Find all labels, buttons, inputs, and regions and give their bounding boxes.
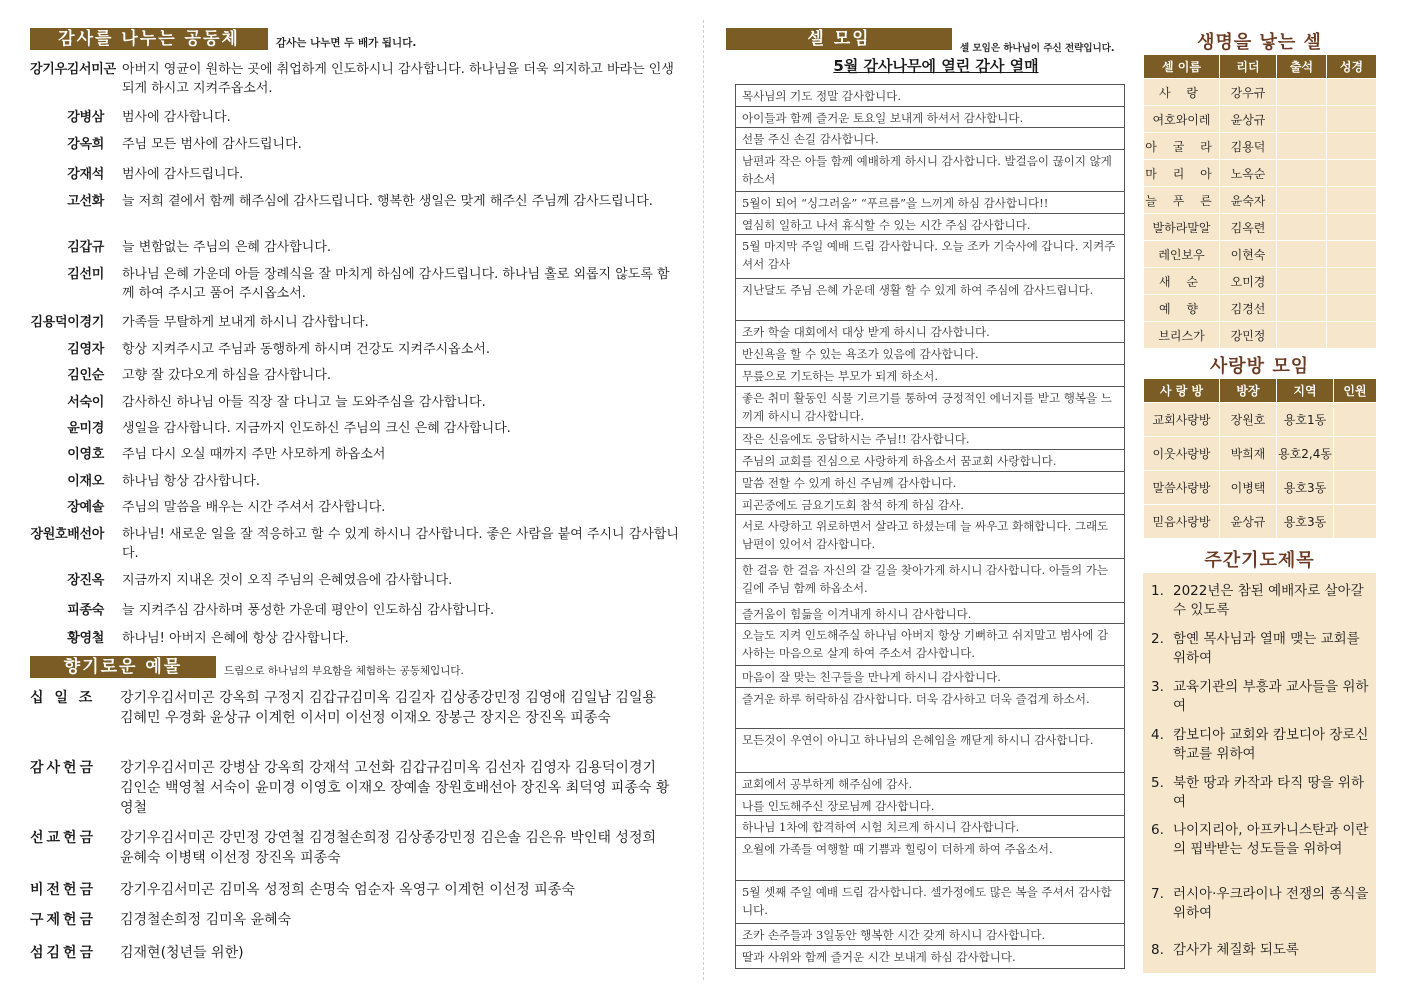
thanks-name: 강기우김서미곤 — [30, 62, 116, 77]
thanks-entry — [30, 265, 690, 303]
thanks-text: 하나님 항상 감사합니다. — [122, 474, 260, 489]
offering-names: 김재현(청년들 위한) — [120, 945, 244, 961]
life-cell-row — [1144, 295, 1377, 322]
offering-names: 강기우김서미곤 강옥희 구정지 김갑규김미옥 김길자 김상종강민정 김영애 김일남 김일용 김혜민 우경화 윤상규 이계헌 이서미 이선정 이재오 장봉근 장지은 장진옥 피종숙 — [120, 690, 656, 726]
thanks-entry — [30, 366, 690, 385]
cell-thanks-item: 하나님 1차에 합격하여 시험 치르게 하시니 감사합니다. — [735, 816, 1125, 838]
thanks-text: 늘 저희 곁에서 함께 해주심에 감사드립니다. 행복한 생일은 맞게 해주신 주님께 감사드립니다. — [122, 194, 653, 209]
cell-thanks-item: 5월 셋째 주일 예배 드림 감사합니다. 셀가정에도 많은 복을 주셔서 감사합니다. — [735, 881, 1125, 924]
thanks-text: 가족들 무탈하게 보내게 하시니 감사합니다. — [122, 315, 369, 330]
love-room-area: 용호3동 — [1277, 505, 1334, 539]
life-cell-attendance — [1277, 160, 1327, 187]
life-cell-name: 레인보우 — [1144, 241, 1220, 268]
thanks-text: 늘 지켜주심 감사하며 풍성한 가운데 평안이 인도하심 감사합니다. — [122, 603, 495, 618]
life-cell-attendance — [1277, 268, 1327, 295]
life-cell-name: 새 순 — [1144, 268, 1220, 295]
life-cell-row — [1144, 187, 1377, 214]
life-cell-attendance — [1277, 214, 1327, 241]
life-cell-bible — [1327, 79, 1377, 106]
love-room-host: 이병택 — [1220, 471, 1277, 505]
life-cell-title: 생명을 낳는 셀 — [1197, 32, 1322, 53]
life-cell-attendance — [1277, 79, 1327, 106]
offering-names: 강기우김서미곤 김미옥 성정희 손명숙 엄순자 옥영구 이계헌 이선정 피종숙 — [120, 882, 575, 898]
thanks-name: 김갑규 — [67, 240, 104, 255]
thanks-entry — [30, 498, 690, 517]
thanks-subtitle: 감사는 나누면 두 배가 됩니다. — [276, 37, 417, 49]
love-room-area: 용호1동 — [1277, 403, 1334, 437]
love-room-host: 장원호 — [1220, 403, 1277, 437]
cell-thanks-item: 반신욕을 할 수 있는 욕조가 있음에 감사합니다. — [735, 343, 1125, 365]
offering-row — [30, 828, 690, 868]
prayer-number: 3. — [1151, 679, 1164, 695]
thanks-name: 이재오 — [67, 474, 104, 489]
life-cell-table — [1143, 54, 1377, 349]
life-cell-name: 아 굴 라 — [1144, 133, 1220, 160]
thanks-text: 하나님! 아버지 은혜에 항상 감사합니다. — [122, 631, 349, 646]
cell-thanks-item: 나를 인도해주신 장로님께 감사합니다. — [735, 795, 1125, 816]
life-cell-bible — [1327, 241, 1377, 268]
prayer-item — [1151, 941, 1371, 960]
cell-thanks-item: 5월 마지막 주일 예배 드림 감사합니다. 오늘 조카 기숙사에 갑니다. 지켜주셔서 감사 — [735, 235, 1125, 279]
life-cell-name: 사 랑 — [1144, 79, 1220, 106]
thanks-name: 피종숙 — [67, 603, 104, 618]
thanks-name: 서숙이 — [67, 395, 104, 410]
life-cell-attendance — [1277, 241, 1327, 268]
life-cell-bible — [1327, 268, 1377, 295]
offering-row — [30, 758, 690, 818]
cell-thanks-item: 목사님의 기도 정말 감사합니다. — [735, 85, 1125, 107]
cell-thanks-item: 마음이 잘 맞는 친구들을 만나게 하시니 감사합니다. — [735, 666, 1125, 688]
offering-row — [30, 910, 690, 930]
life-cell-name: 마 리 아 — [1144, 160, 1220, 187]
life-cell-bible — [1327, 160, 1377, 187]
thanks-entry — [30, 135, 690, 154]
love-room-area: 용호2,4동 — [1277, 437, 1334, 471]
thanks-entry — [30, 108, 690, 127]
thanks-name: 윤미경 — [67, 421, 104, 436]
prayer-text: 함옌 목사님과 열매 맺는 교회를 위하여 — [1173, 631, 1360, 666]
cell-list-title: 5월 감사나무에 열린 감사 열매 — [833, 57, 1039, 75]
life-cell-header: 리더 — [1220, 55, 1277, 79]
cell-thanks-item: 오늘도 지켜 인도해주실 하나님 아버지 항상 기뻐하고 쉬지말고 범사에 감사하는 마음으로 살게 하여 주소서 감사합니다. — [735, 624, 1125, 666]
offering-label: 구제헌금 — [30, 912, 97, 928]
love-room-table — [1143, 378, 1377, 539]
life-cell-bible — [1327, 187, 1377, 214]
thanks-name: 김용덕이경기 — [30, 315, 104, 330]
cell-thanks-item: 서로 사랑하고 위로하면서 살라고 하셨는데 늘 싸우고 화해합니다. 그래도 남편이 있어서 감사합니다. — [735, 515, 1125, 559]
cell-thanks-item: 교회에서 공부하게 해주심에 감사. — [735, 773, 1125, 795]
thanks-text: 범사에 감사합니다. — [122, 110, 231, 125]
cell-thanks-item: 한 걸음 한 걸음 자신의 갈 길을 찾아가게 하시니 감사합니다. 아들의 가는 길에 주님 함께 하옵소서. — [735, 559, 1125, 603]
life-cell-row — [1144, 133, 1377, 160]
thanks-text: 고향 잘 갔다오게 하심을 감사합니다. — [122, 368, 332, 383]
love-room-host: 윤상규 — [1220, 505, 1277, 539]
thanks-entry — [30, 525, 690, 563]
life-cell-name: 브리스가 — [1144, 322, 1220, 349]
prayer-number: 1. — [1151, 583, 1164, 599]
life-cell-row — [1144, 106, 1377, 133]
thanks-name: 강병삼 — [67, 110, 104, 125]
thanks-entry — [30, 192, 690, 211]
life-cell-leader: 김용덕 — [1220, 133, 1277, 160]
life-cell-row — [1144, 160, 1377, 187]
cell-subtitle: 셀 모임은 하나님이 주신 전략입니다. — [960, 43, 1115, 54]
thanks-entry — [30, 165, 690, 184]
offering-label: 선교헌금 — [30, 830, 97, 846]
prayer-item — [1151, 726, 1371, 764]
life-cell-leader: 이현숙 — [1220, 241, 1277, 268]
thanks-entry — [30, 445, 690, 464]
cell-thanks-item: 모든것이 우연이 아니고 하나님의 은혜임을 깨닫게 하시니 감사합니다. — [735, 729, 1125, 773]
cell-thanks-item: 즐거운 하루 허락하심 감사합니다. 더욱 감사하고 더욱 즐겁게 하소서. — [735, 688, 1125, 729]
life-cell-bible — [1327, 214, 1377, 241]
offering-header-bar — [30, 656, 216, 678]
offering-names: 김경철손희정 김미옥 윤혜숙 — [120, 912, 292, 928]
thanks-text: 지금까지 지내온 것이 오직 주님의 은혜였음에 감사합니다. — [122, 573, 453, 588]
offering-row — [30, 880, 690, 900]
thanks-entry — [30, 313, 690, 332]
thanks-name: 김인순 — [67, 368, 104, 383]
prayer-number: 5. — [1151, 775, 1164, 791]
thanks-text: 주님 다시 오실 때까지 주만 사모하게 하옵소서 — [122, 447, 386, 462]
thanks-entry — [30, 571, 690, 590]
offering-names: 강기우김서미곤 강병삼 강옥희 강재석 고선화 김갑규김미옥 김선자 김영자 김용덕이경기 김인순 백영철 서숙이 윤미경 이영호 이재오 장예솔 장원호배선아 장진옥 최덕영 피종숙 황영철 — [120, 760, 670, 816]
life-cell-leader: 오미경 — [1220, 268, 1277, 295]
life-cell-leader: 김옥련 — [1220, 214, 1277, 241]
life-cell-name: 늘 푸 른 — [1144, 187, 1220, 214]
cell-thanks-item: 아이들과 함께 즐거운 토요일 보내게 하셔서 감사합니다. — [735, 107, 1125, 128]
thanks-entry — [30, 472, 690, 491]
love-room-header: 방장 — [1220, 379, 1277, 403]
thanks-entry — [30, 419, 690, 438]
love-room-row — [1144, 505, 1377, 539]
prayer-text: 감사가 체질화 되도록 — [1173, 942, 1299, 958]
love-room-count — [1334, 437, 1377, 471]
life-cell-attendance — [1277, 322, 1327, 349]
prayer-item — [1151, 774, 1371, 812]
love-room-row — [1144, 403, 1377, 437]
prayer-number: 7. — [1151, 886, 1164, 902]
prayer-number: 6. — [1151, 822, 1164, 838]
love-room-title: 사랑방 모임 — [1209, 356, 1310, 377]
thanks-name: 장예솔 — [67, 500, 104, 515]
life-cell-leader: 노옥순 — [1220, 160, 1277, 187]
life-cell-row — [1144, 268, 1377, 295]
prayer-list — [1143, 573, 1376, 973]
life-cell-header: 출석 — [1277, 55, 1327, 79]
love-room-count — [1334, 403, 1377, 437]
love-room-area: 용호3동 — [1277, 471, 1334, 505]
offering-row — [30, 688, 690, 728]
thanks-header-bar — [30, 28, 268, 50]
love-room-count — [1334, 505, 1377, 539]
cell-title: 셀 모임 — [807, 29, 871, 49]
cell-thanks-item: 남편과 작은 아들 함께 예배하게 하시니 감사합니다. 발걸음이 끊이지 않게 하소서 — [735, 150, 1125, 192]
prayer-number: 2. — [1151, 631, 1164, 647]
cell-thanks-item: 무릎으로 기도하는 부모가 되게 하소서. — [735, 365, 1125, 387]
offering-label: 십 일 조 — [30, 690, 96, 706]
life-cell-leader: 윤숙자 — [1220, 187, 1277, 214]
life-cell-leader: 강민정 — [1220, 322, 1277, 349]
thanks-text: 주님 모든 범사에 감사드립니다. — [122, 137, 302, 152]
offering-names: 강기우김서미곤 강민정 강연철 김경철손희정 김상종강민정 김은솔 김은유 박인태 성정희 윤혜숙 이병택 이선정 장진옥 피종숙 — [120, 830, 656, 866]
love-room-host: 박희재 — [1220, 437, 1277, 471]
love-room-name: 교회사랑방 — [1144, 403, 1220, 437]
thanks-name: 강재석 — [67, 167, 104, 182]
cell-thanks-item: 5월이 되어 “싱그러움” “푸르름”을 느끼게 하심 감사합니다!! — [735, 192, 1125, 214]
cell-thanks-item: 조카 손주들과 3일동안 행복한 시간 갖게 하시니 감사합니다. — [735, 924, 1125, 946]
life-cell-header: 셀 이름 — [1144, 55, 1220, 79]
prayer-text: 캄보디아 교회와 캄보디아 장로신학교를 위하여 — [1173, 727, 1369, 762]
thanks-title: 감사를 나누는 공동체 — [58, 29, 240, 49]
life-cell-row — [1144, 79, 1377, 106]
love-room-name: 이웃사랑방 — [1144, 437, 1220, 471]
prayer-text: 2022년은 참된 예배자로 살아갈 수 있도록 — [1173, 583, 1364, 618]
thanks-text: 항상 지켜주시고 주님과 동행하게 하시며 건강도 지켜주시옵소서. — [122, 342, 490, 357]
thanks-text: 생일을 감사합니다. 지금까지 인도하신 주님의 크신 은혜 감사합니다. — [122, 421, 511, 436]
prayer-item — [1151, 821, 1371, 859]
prayer-item — [1151, 630, 1371, 668]
thanks-entry — [30, 60, 690, 98]
thanks-text: 하나님! 새로운 일을 잘 적응하고 할 수 있게 하시니 감사합니다. 좋은 사람을 붙여 주시니 감사합니다. — [122, 527, 679, 561]
prayer-number: 8. — [1151, 942, 1164, 958]
prayer-item — [1151, 582, 1371, 620]
cell-thanks-item: 조카 학술 대회에서 대상 받게 하시니 감사합니다. — [735, 321, 1125, 343]
thanks-entry — [30, 238, 690, 257]
love-room-header: 사 랑 방 — [1144, 379, 1220, 403]
prayer-title: 주간기도제목 — [1204, 550, 1315, 571]
life-cell-attendance — [1277, 295, 1327, 322]
thanks-text: 범사에 감사드립니다. — [122, 167, 244, 182]
thanks-name: 김선미 — [67, 267, 104, 282]
thanks-name: 황영철 — [67, 631, 104, 646]
cell-thanks-item: 오월에 가족들 여행할 때 기쁨과 힐링이 더하게 하여 주옵소서. — [735, 838, 1125, 881]
cell-thanks-item: 피곤중에도 금요기도회 참석 하게 하심 감사. — [735, 494, 1125, 515]
life-cell-leader: 강우규 — [1220, 79, 1277, 106]
thanks-name: 장원호배선아 — [30, 527, 104, 542]
offering-label: 섬김헌금 — [30, 945, 97, 961]
life-cell-attendance — [1277, 106, 1327, 133]
life-cell-name: 예 향 — [1144, 295, 1220, 322]
cell-thanks-item: 작은 신음에도 응답하시는 주님!! 감사합니다. — [735, 428, 1125, 450]
life-cell-bible — [1327, 133, 1377, 160]
thanks-name: 고선화 — [67, 194, 104, 209]
love-room-header: 지역 — [1277, 379, 1334, 403]
offering-row — [30, 943, 690, 963]
life-cell-row — [1144, 322, 1377, 349]
life-cell-name: 여호와이레 — [1144, 106, 1220, 133]
cell-thanks-item: 선물 주신 손길 감사합니다. — [735, 128, 1125, 150]
life-cell-leader: 윤상규 — [1220, 106, 1277, 133]
prayer-text: 러시아·우크라이나 전쟁의 종식을 위하여 — [1173, 886, 1369, 921]
love-room-header: 인원 — [1334, 379, 1377, 403]
love-room-count — [1334, 471, 1377, 505]
cell-thanks-item: 주님의 교회를 진심으로 사랑하게 하옵소서 꿈교회 사랑합니다. — [735, 450, 1125, 472]
life-cell-row — [1144, 214, 1377, 241]
prayer-text: 교육기관의 부흥과 교사들을 위하여 — [1173, 679, 1369, 714]
cell-thanks-item: 딸과 사위와 함께 즐거운 시간 보내게 하심 감사합니다. — [735, 946, 1125, 969]
love-room-name: 말씀사랑방 — [1144, 471, 1220, 505]
thanks-text: 주님의 말씀을 배우는 시간 주셔서 감사합니다. — [122, 500, 386, 515]
cell-thanks-item: 열심히 일하고 나서 휴식할 수 있는 시간 주심 감사합니다. — [735, 214, 1125, 235]
prayer-text: 북한 땅과 카작과 타직 땅을 위하여 — [1173, 775, 1364, 810]
thanks-text: 감사하신 하나님 아들 직장 잘 다니고 늘 도와주심을 감사합니다. — [122, 395, 486, 410]
life-cell-bible — [1327, 106, 1377, 133]
offering-subtitle: 드림으로 하나님의 부요함을 체험하는 공동체입니다. — [224, 665, 464, 677]
life-cell-header: 성경 — [1327, 55, 1377, 79]
page-fold-divider — [703, 20, 704, 980]
prayer-item — [1151, 678, 1371, 716]
life-cell-bible — [1327, 322, 1377, 349]
offering-title: 향기로운 예물 — [63, 657, 183, 677]
thanks-text: 늘 변함없는 주님의 은혜 감사합니다. — [122, 240, 332, 255]
thanks-name: 장진옥 — [67, 573, 104, 588]
thanks-entry — [30, 601, 690, 620]
cell-thanks-table — [735, 84, 1125, 964]
thanks-name: 강옥희 — [67, 137, 104, 152]
thanks-entry — [30, 629, 690, 648]
life-cell-leader: 김경선 — [1220, 295, 1277, 322]
life-cell-name: 발하라말알 — [1144, 214, 1220, 241]
cell-header-bar — [726, 28, 952, 50]
prayer-item — [1151, 885, 1371, 923]
cell-thanks-item: 말씀 전할 수 있게 하신 주님께 감사합니다. — [735, 472, 1125, 494]
cell-thanks-item: 지난달도 주님 은혜 가운데 생활 할 수 있게 하여 주심에 감사드립니다. — [735, 279, 1125, 321]
thanks-name: 김영자 — [67, 342, 104, 357]
prayer-number: 4. — [1151, 727, 1164, 743]
thanks-entry — [30, 393, 690, 412]
cell-thanks-item: 즐거움이 힘듦을 이겨내게 하시니 감사합니다. — [735, 603, 1125, 624]
thanks-text: 아버지 영균이 원하는 곳에 취업하게 인도하시니 감사합니다. 하나님을 더욱 의지하고 바라는 인생 되게 하시고 지켜주옵소서. — [122, 62, 674, 96]
life-cell-row — [1144, 241, 1377, 268]
thanks-name: 이영호 — [67, 447, 104, 462]
cell-thanks-item: 좋은 취미 활동인 식물 기르기를 통하여 긍정적인 에너지를 받고 행복을 느끼게 하시니 감사합니다. — [735, 387, 1125, 428]
love-room-row — [1144, 471, 1377, 505]
love-room-name: 믿음사랑방 — [1144, 505, 1220, 539]
life-cell-attendance — [1277, 187, 1327, 214]
thanks-text: 하나님 은혜 가운데 아들 장례식을 잘 마치게 하심에 감사드립니다. 하나님 홀로 외롭지 않도록 함께 하여 주시고 품어 주시옵소서. — [122, 267, 670, 301]
love-room-row — [1144, 437, 1377, 471]
life-cell-bible — [1327, 295, 1377, 322]
offering-label: 감사헌금 — [30, 760, 97, 776]
offering-label: 비전헌금 — [30, 882, 97, 898]
prayer-text: 나이지리아, 아프카니스탄과 이란의 핍박받는 성도들을 위하여 — [1173, 822, 1369, 857]
life-cell-attendance — [1277, 133, 1327, 160]
thanks-entry — [30, 340, 690, 359]
